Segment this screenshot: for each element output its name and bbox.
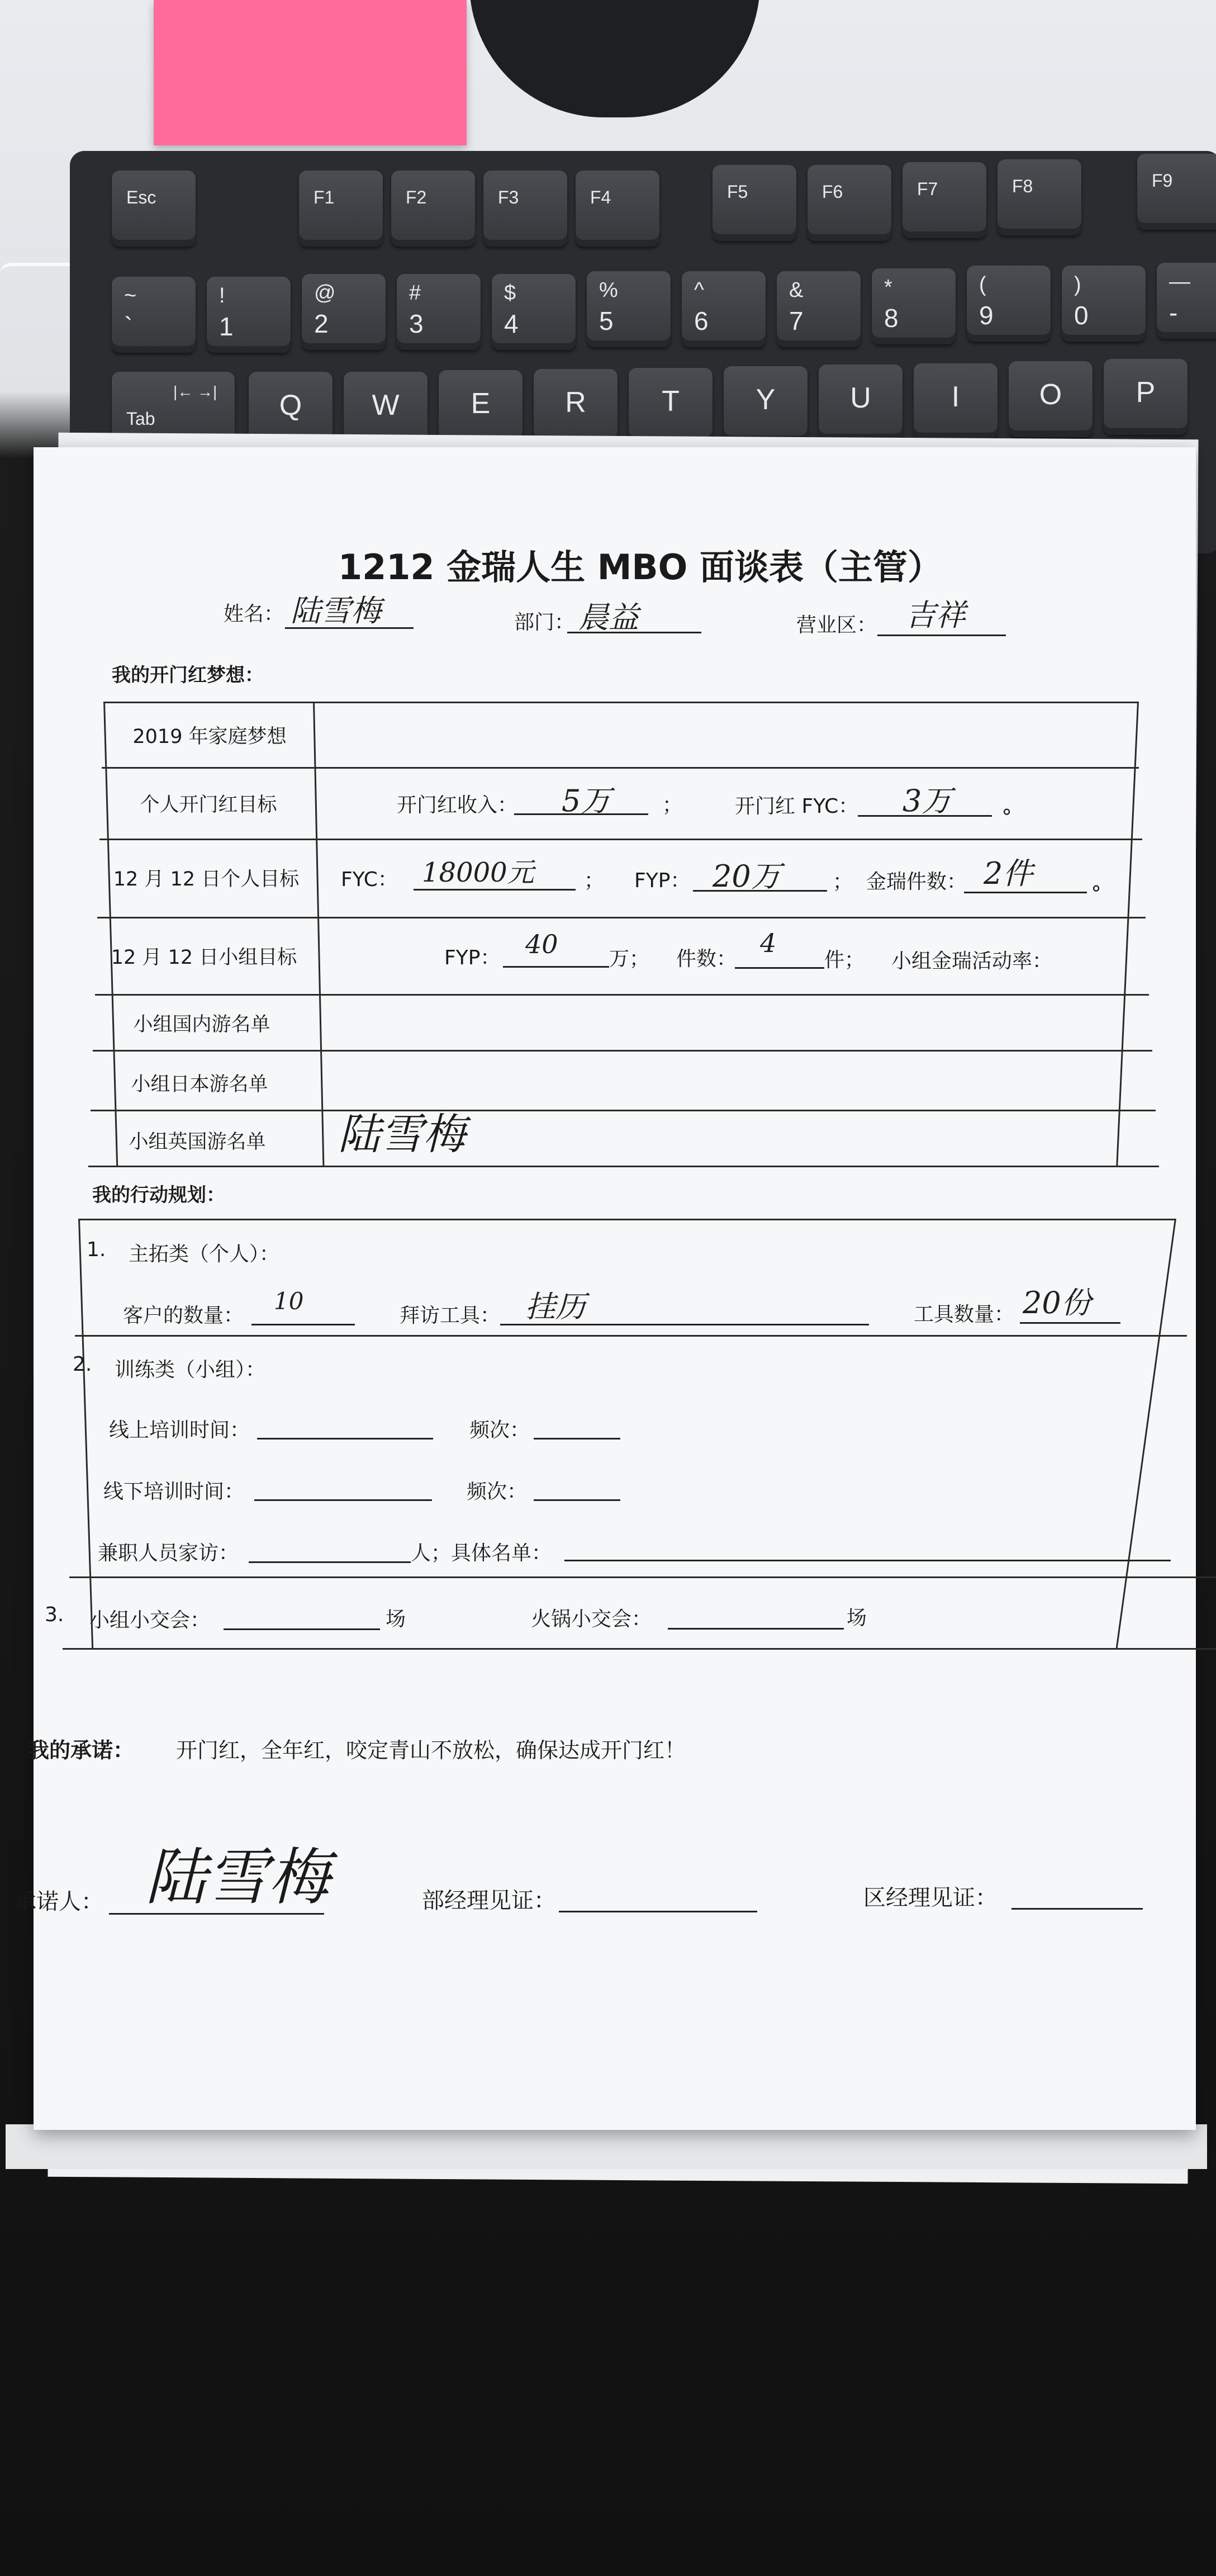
income-label: 开门红收入：: [397, 794, 518, 817]
key-f7: F7: [902, 162, 986, 238]
customers-label: 客户的数量：: [123, 1304, 244, 1327]
area-line: [877, 634, 1006, 636]
key-f5: F5: [712, 165, 796, 241]
key-1: ! 1: [207, 277, 291, 353]
small-fair-unit: 场: [386, 1608, 406, 1631]
p-count-value: 2件: [984, 856, 1033, 891]
row-dec12-group-label: 12 月 12 日小组目标: [111, 946, 297, 969]
key-y: Y: [724, 366, 808, 442]
key-f2: F2: [391, 171, 475, 247]
area-label: 营业区：: [796, 614, 877, 637]
hotpot-fair-unit: 场: [847, 1607, 867, 1630]
dept-manager-line: [559, 1911, 757, 1912]
row-dec12-personal-label: 12 月 12 日个人目标: [113, 868, 300, 891]
g-count-value: 4: [760, 928, 777, 958]
key-f1: F1: [299, 171, 383, 247]
online-training-label: 线上培训时间：: [109, 1419, 250, 1442]
p-count-label: 金瑞件数：: [866, 870, 967, 893]
home-visit-label: 兼职人员家访：: [98, 1542, 239, 1565]
area-manager-label: 区经理见证：: [863, 1885, 998, 1911]
key-minus: — -: [1157, 263, 1216, 339]
fyc-end: 。: [1003, 795, 1024, 818]
key-e: E: [439, 370, 522, 446]
key-0: ) 0: [1062, 266, 1146, 342]
tool-count-value: 20份: [1023, 1285, 1091, 1320]
plan3-number: 3.: [45, 1603, 64, 1626]
area-manager-line: [1011, 1908, 1143, 1910]
plan1-title: 主拓类（个人）：: [129, 1243, 280, 1266]
key-3: # 3: [397, 274, 481, 350]
row-family-dream-label: 2019 年家庭梦想: [132, 726, 287, 748]
dept-manager-label: 部经理见证：: [422, 1888, 556, 1914]
p-count-end: 。: [1092, 872, 1113, 894]
income-value: 5万: [562, 783, 611, 818]
p-fyp-label: FYP：: [634, 869, 691, 892]
g-fyp-line: [503, 966, 609, 968]
paper-stack-edge: [6, 2124, 1207, 2169]
g-count-label: 件数：: [676, 948, 737, 970]
tool-count-line: [1020, 1322, 1120, 1324]
row-domestic-list-label: 小组国内游名单: [133, 1014, 270, 1036]
g-activity-label: 小组金瑞活动率：: [891, 950, 1053, 973]
key-u: U: [819, 364, 902, 441]
key-7: & 7: [777, 271, 861, 347]
row-personal-goal-label: 个人开门红目标: [140, 794, 277, 816]
name-label: 姓名：: [224, 603, 284, 626]
fyc-value: 3万: [902, 783, 952, 818]
p-fyp-sep: ；: [833, 870, 853, 893]
g-fyp-value: 40: [525, 929, 558, 959]
key-r: R: [534, 369, 618, 445]
action-section-heading: 我的行动规划：: [92, 1184, 225, 1206]
key-f6: F6: [808, 165, 891, 241]
key-4: $ 4: [492, 274, 576, 350]
g-count-line: [735, 967, 824, 969]
online-freq-label: 频次：: [469, 1419, 530, 1442]
offline-freq-label: 频次：: [467, 1480, 528, 1503]
plan2-title: 训练类（小组）：: [115, 1358, 266, 1381]
tool-count-label: 工具数量：: [914, 1303, 1015, 1326]
name-list-line: [564, 1560, 1171, 1561]
small-fair-line: [224, 1628, 380, 1630]
key-5: % 5: [587, 271, 671, 347]
g-fyp-label: FYP：: [444, 946, 501, 969]
key-esc: Esc: [112, 171, 196, 247]
key-f3: F3: [483, 171, 567, 247]
key-w: W: [344, 372, 428, 448]
promisor-label: 承诺人：: [14, 1889, 103, 1915]
customers-value: 10: [274, 1287, 304, 1315]
income-sep: ；: [662, 794, 683, 817]
key-f4: F4: [576, 171, 659, 247]
dept-value: 晨益: [578, 600, 639, 635]
key-p: P: [1104, 359, 1188, 435]
key-o: O: [1009, 361, 1092, 437]
offline-freq-line: [534, 1499, 620, 1501]
hotpot-fair-line: [668, 1628, 844, 1630]
promise-label: 我的承诺：: [28, 1738, 135, 1763]
key-8: * 8: [872, 268, 956, 344]
promise-text: 开门红，全年红，咬定青山不放松，确保达成开门红！: [176, 1738, 686, 1763]
key-9: ( 9: [967, 266, 1051, 342]
key-q: Q: [249, 372, 332, 448]
small-fair-label: 小组小交会：: [89, 1609, 211, 1632]
key-2: @ 2: [302, 274, 386, 350]
home-visit-line: [249, 1561, 411, 1563]
plan1-number: 1.: [87, 1238, 106, 1261]
tool-value: 挂历: [525, 1289, 586, 1324]
p-fyc-sep: ；: [584, 869, 605, 892]
offline-training-line: [254, 1499, 432, 1501]
key-t: T: [629, 368, 712, 444]
p-fyp-value: 20万: [712, 859, 781, 894]
key-tilde: ~ `: [112, 277, 196, 353]
key-i: I: [914, 363, 998, 439]
name-value: 陆雪梅: [291, 593, 381, 628]
key-f9: F9: [1137, 154, 1216, 230]
tool-label: 拜访工具：: [400, 1304, 501, 1327]
uk-list-value: 陆雪梅: [338, 1109, 466, 1159]
p-fyc-value: 18000元: [422, 857, 534, 888]
home-visit-unit: 人；具体名单：: [411, 1542, 552, 1565]
g-fyp-unit: 万；: [609, 948, 650, 970]
dept-label: 部门：: [514, 611, 575, 634]
key-tab: Tab |← →|: [112, 372, 235, 448]
customers-line: [251, 1324, 355, 1325]
promisor-signature: 陆雪梅: [145, 1841, 330, 1913]
online-training-line: [257, 1438, 433, 1439]
row-japan-list-label: 小组日本游名单: [131, 1073, 268, 1096]
fyc-label: 开门红 FYC：: [735, 795, 859, 818]
offline-training-label: 线下培训时间：: [103, 1480, 245, 1503]
key-f8: F8: [998, 159, 1081, 235]
g-count-unit: 件；: [824, 949, 865, 972]
mbo-interview-form: [14, 447, 1196, 2130]
form-title: 1212 金瑞人生 MBO 面谈表（主管）: [338, 547, 942, 588]
sticky-note-pad: [154, 0, 467, 145]
online-freq-line: [534, 1438, 620, 1439]
hotpot-fair-label: 火锅小交会：: [531, 1608, 652, 1631]
area-value: 吉祥: [905, 598, 966, 633]
plan2-number: 2.: [73, 1353, 92, 1376]
key-6: ^ 6: [682, 271, 766, 347]
row-uk-list-label: 小组英国游名单: [129, 1131, 266, 1153]
earphone-cable: [0, 263, 78, 274]
p-fyc-label: FYC：: [341, 868, 398, 891]
dream-section-heading: 我的开门红梦想：: [112, 664, 264, 686]
